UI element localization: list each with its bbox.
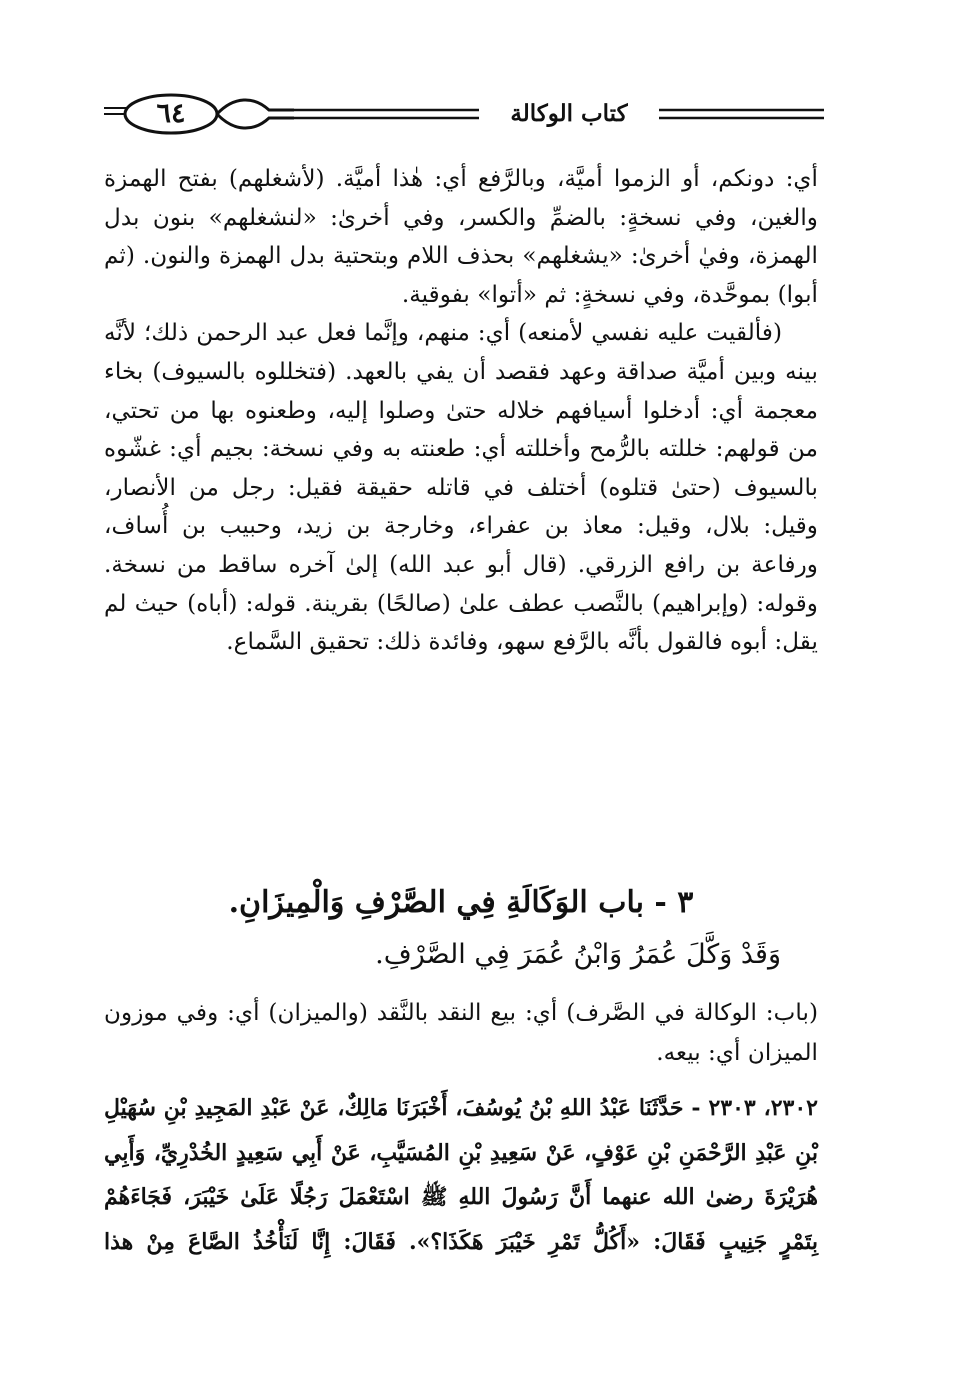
- chapter-commentary-paragraph: (باب: الوكالة في الصَّرف) أي: بيع النقد بالنَّقد (والميزان) أي: وفي موزون الميزان أي: بيعه.: [104, 999, 818, 1066]
- commentary-paragraph: أي: دونكم، أو الزموا أميَّة، وبالرَّفع أي: هٰذا أميَّة. (لأشغلهم) بفتح الهمزة والغين، وفي نسخةٍ: بالضمِّ والكسر، وفي أخرىٰ: «لنشغلهم» بنون بدل الهمزة، وفيٰ أخرىٰ: «يشغلهم» بحذف اللام وبتحتية بدل الهمزة والنون. (ثم أبوا) بموحَّدة، وفي نسخةٍ: ثم «أتوا» بفوقية.: [104, 165, 818, 308]
- chapter-heading: ٣ - باب الوَكَالَةِ فِي الصَّرْفِ وَالْمِيزَانِ.: [228, 885, 694, 920]
- chapter-commentary: [104, 993, 818, 1073]
- running-header: [104, 86, 824, 142]
- page-number: ٦٤: [156, 98, 186, 129]
- hadith-paragraph: ٢٣٠٢، ٢٣٠٣ - حَدَّثَنَا عَبْدُ اللهِ بْنُ يُوسُفَ، أَخْبَرَنَا مَالِكٌ، عَنْ عَبْدِ المَجِيدِ بْنِ سُهَيْلِ بْنِ عَبْدِ الرَّحْمَنِ بْنِ عَوْفٍ، عَنْ سَعِيدِ بْنِ المُسَيَّبِ، عَنْ أَبِي سَعِيدٍ الخُدْرِيِّ، وَأَبِي هُرَيْرَةَ رضىٰ الله عنهما أَنَّ رَسُولَ اللهِ ﷺ اسْتَعْمَلَ رَجُلًا عَلَىٰ خَيْبَرَ، فَجَاءَهُمْ بِتَمْرٍ جَنِيبٍ فَقَالَ: «أَكُلُّ تَمْرِ خَيْبَرَ هَكَذَا؟». فَقَالَ: إِنَّا لَنَأْخُذُ الصَّاعَ مِنْ هذا: [104, 1095, 818, 1255]
- chapter-quote: وَقَدْ وَكَّلَ عُمَرُ وَابْنُ عُمَرَ فِي الصَّرْفِ.: [375, 939, 781, 970]
- hadith-text: [104, 1086, 818, 1264]
- commentary-text: [104, 160, 818, 662]
- book-title: كتاب الوكالة: [510, 100, 628, 127]
- commentary-paragraph: (فألقيت عليه نفسي لأمنعه) أي: منهم، وإنَّما فعل عبد الرحمن ذلك؛ لأنَّه بينه وبين أميَّة صداقة وعهد فقصد أن يفي بالعهد. (فتخللوه بالسيوف) بخاء معجمة أي: أدخلوا أسيافهم خلاله حتىٰ وصلوا إليه، وطعنوه بها من تحتي، من قولهم: خللته بالرُّمح وأخللته أي: طعنته به وفي نسخة: بجيم أي: غشّوه بالسيوف (حتىٰ قتلوه) أختلف في قاتله حقيقة فقيل: رجل من الأنصار، وقيل: بلال، وقيل: معاذ بن عفراء، وخارجة بن زيد، وحبيب بن أُساف، ورفاعة بن رافع الزرقي. (قال أبو عبد الله) إلىٰ آخره ساقط من نسخة. وقوله: (وإبراهيم) بالنَّصب عطف علىٰ (صالحًا) بقرينة. قوله: (أباه) حيث لم يقل: أبوه فالقول بأنَّه بالرَّفع سهو، وفائدة ذلك: تحقيق السَّماع.: [104, 319, 818, 656]
